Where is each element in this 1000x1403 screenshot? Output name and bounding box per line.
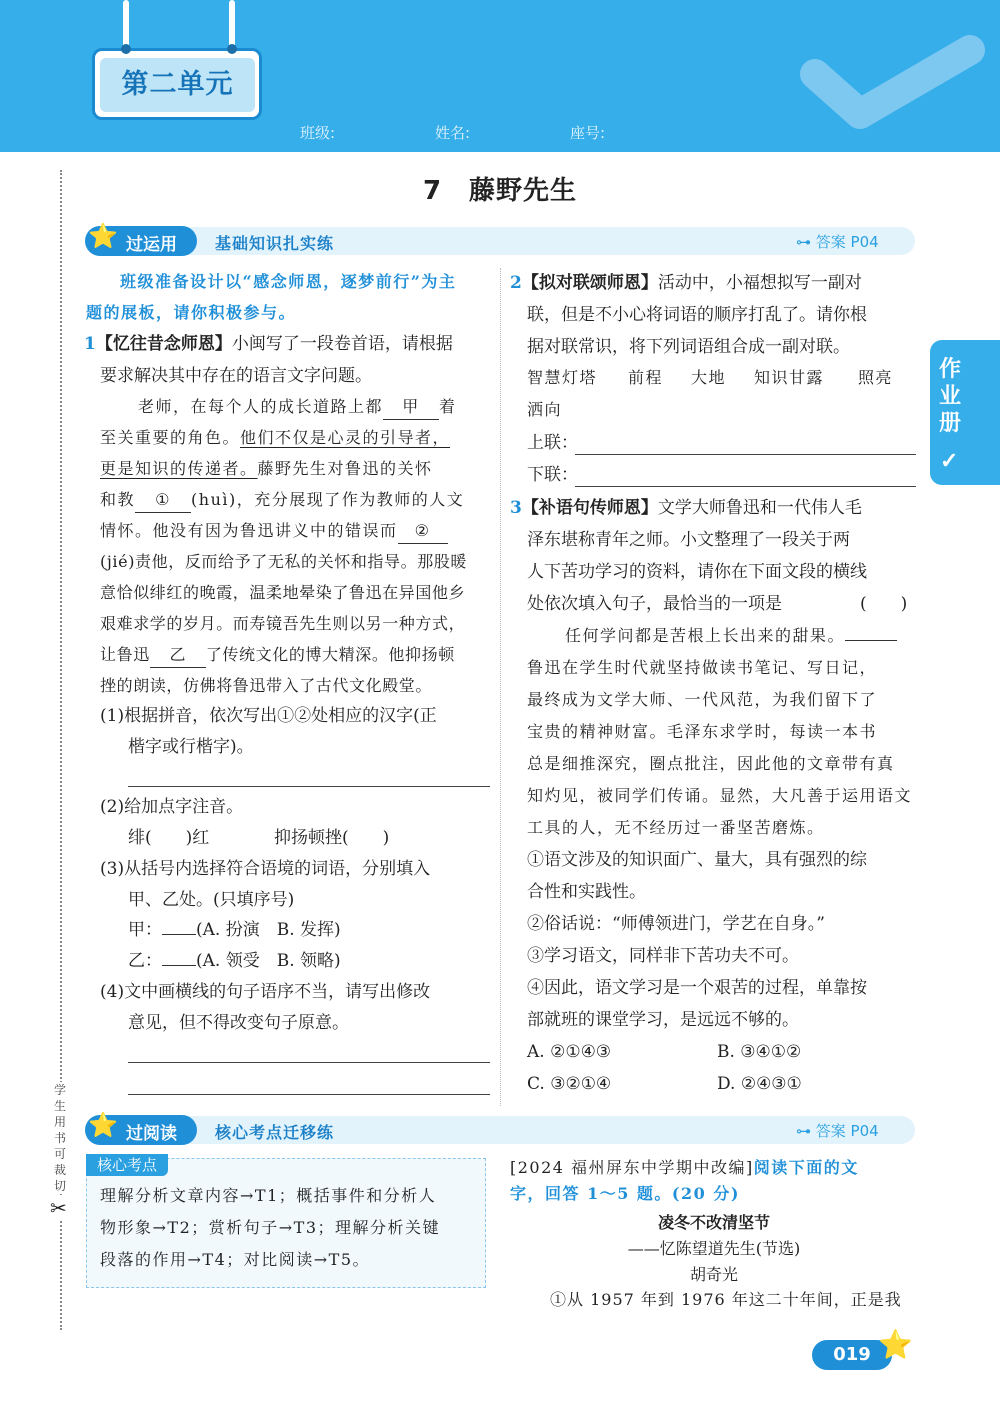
blank-jia: 甲 (383, 395, 439, 420)
question-2: 2【拟对联颂师恩】活动中，小福想拟写一副对 (510, 273, 862, 293)
page-number: 019 (833, 1344, 871, 1365)
seat-label: 座号: (570, 124, 606, 142)
check-icon: ✓ (940, 448, 959, 474)
option-text: ④因此，语文学习是一个艰苦的过程，单靠按 (527, 978, 867, 998)
lower-couplet-input[interactable] (575, 486, 916, 487)
choice-b[interactable]: B. ③④①② (717, 1042, 802, 1062)
section-title: 过阅读 (126, 1124, 177, 1144)
section-subtitle: 基础知识扎实练 (215, 234, 335, 253)
fill-yi: 乙： (A. 领受 B. 领略) (128, 951, 341, 971)
unit-title: 第二单元 (121, 69, 234, 100)
name-label: 姓名: (435, 124, 471, 142)
passage-line: 鲁迅在学生时代就坚持做读书笔记、写日记， (527, 658, 878, 677)
reading-instruction: 字，回答 1～5 题。(20 分) (510, 1184, 740, 1203)
passage-line: 更是知识的传递者。藤野先生对鲁迅的关怀 (100, 459, 433, 478)
passage-line: 意恰似绯红的晚霞，温柔地晕染了鲁迅在异国他乡 (100, 583, 466, 602)
choice-a[interactable]: A. ②①④③ (527, 1042, 612, 1062)
word-item: 照亮 (858, 368, 894, 387)
option-text: ①语文涉及的知识面广、量大，具有强烈的综 (527, 850, 867, 870)
answer-paren[interactable]: ( ) (860, 594, 908, 614)
word-item: 知识甘露 (754, 368, 825, 387)
passage-line: 宝贵的精神财富。毛泽东求学时，每读一本书 (527, 722, 878, 741)
blank-1: ① (135, 488, 191, 513)
intro-line: 班级准备设计以“感念师恩，逐梦前行”为主 (120, 272, 457, 291)
lower-couplet-label: 下联： (527, 465, 578, 485)
blank-2: ② (398, 519, 448, 544)
pinyin-item: 绯( )红 (128, 828, 210, 848)
word-item: 大地 (691, 368, 727, 387)
reading-source: [2024 福州屏东中学期中改编]阅读下面的文 (510, 1158, 859, 1177)
scissors-icon: ✂ (50, 1196, 67, 1220)
sub-question: (3)从括号内选择符合语境的词语，分别填入 (100, 859, 431, 879)
key-icon: ⊶ (796, 1122, 811, 1140)
section-subtitle: 核心考点迁移练 (215, 1123, 335, 1142)
passage-line: 工具的人，无不经历过一番坚苦磨炼。 (527, 818, 825, 837)
page-title: 7 藤野先生 (422, 176, 578, 206)
binder-ring (123, 0, 129, 48)
star-mascot-icon: ⭐ (88, 222, 118, 250)
question-3: 3【补语句传师恩】文学大师鲁迅和一代伟人毛 (510, 498, 862, 518)
passage-line: 老师，在每个人的成长道路上都 甲 着 (138, 391, 457, 422)
passage-line: 至关重要的角色。他们不仅是心灵的引导者， (100, 428, 451, 447)
word-item: 智慧灯塔 (527, 368, 598, 387)
passage-line: 总是细推深究，圈点批注，因此他的文章带有真 (527, 754, 895, 773)
passage-line: 和教 ① (huì)，充分展现了作为教师的人文 (100, 484, 464, 515)
section-bar (85, 227, 915, 255)
pinyin-item: 抑扬顿挫( ) (274, 828, 390, 848)
reading-title: 凌冬不改清坚节 (657, 1213, 770, 1232)
choice-d[interactable]: D. ②④③① (717, 1074, 802, 1094)
passage-line: (jié)责他，反而给予了无私的关怀和指导。那股暖 (100, 552, 468, 571)
question-1: 1【忆往昔念师恩】小闽写了一段卷首语，请根据 (84, 334, 453, 354)
blank-yi: 乙 (150, 643, 206, 668)
intro-line: 题的展板，请你积极参与。 (86, 303, 297, 322)
reading-first-line: ①从 1957 年到 1976 年这二十年间，正是我 (550, 1290, 902, 1309)
option-text: 合性和实践性。 (527, 882, 646, 902)
passage-line: 挫的朗读，仿佛将鲁迅带入了古代文化殿堂。 (100, 676, 433, 695)
passage-line: 情怀。他没有因为鲁迅讲义中的错误而 ② (100, 515, 448, 546)
keypoints-label: 核心考点 (86, 1154, 168, 1176)
choice-c[interactable]: C. ③②①④ (527, 1074, 612, 1094)
passage-line: 艰难求学的岁月。而寿镜吾先生则以另一种方式， (100, 614, 466, 633)
option-text: 部就班的课堂学习，是远远不够的。 (527, 1010, 799, 1030)
keypoints-line: 段落的作用→T4；对比阅读→T5。 (100, 1250, 371, 1269)
fill-jia: 甲： (A. 扮演 B. 发挥) (128, 920, 341, 940)
option-text: ③学习语文，同样非下苦功夫不可。 (527, 946, 799, 966)
word-item: 前程 (628, 368, 664, 387)
passage-line: 最终成为文学大师、一代风范，为我们留下了 (527, 690, 878, 709)
answer-ref: ⊶ 答案 P04 (796, 1122, 879, 1140)
answer-line[interactable] (128, 1062, 490, 1063)
sub-question: (2)给加点字注音。 (100, 797, 244, 817)
passage-line: 让鲁迅 乙 了传统文化的博大精深。他抑扬顿 (100, 639, 455, 670)
cut-note: 学生用书可裁切 (49, 1082, 71, 1194)
reading-author: 胡奇光 (689, 1265, 738, 1284)
option-text: ②俗话说：“师傅领进门，学艺在自身。” (527, 914, 825, 934)
section-title: 过运用 (126, 235, 177, 255)
answer-line[interactable] (128, 1094, 490, 1095)
key-icon: ⊶ (796, 233, 811, 251)
section-bar (85, 1116, 915, 1144)
side-tab-label: 作业册 (938, 357, 961, 436)
reading-subtitle: ——忆陈望道先生(节选) (627, 1239, 801, 1258)
sub-question: (1)根据拼音，依次写出①②处相应的汉字(正 (100, 706, 437, 726)
class-label: 班级: (300, 124, 336, 142)
sub-question: (4)文中画横线的句子语序不当，请写出修改 (100, 982, 431, 1002)
answer-ref: ⊶ 答案 P04 (796, 233, 879, 251)
answer-line[interactable] (128, 786, 490, 787)
passage-line: 任何学问都是苦根上长出来的甜果。 (565, 620, 897, 651)
passage-line: 知灼见，被同学们传诵。显然，大凡善于运用语文 (527, 786, 913, 805)
upper-couplet-label: 上联： (527, 433, 578, 453)
upper-couplet-input[interactable] (575, 454, 916, 455)
word-item: 洒向 (527, 400, 563, 419)
check-mark-icon (800, 22, 990, 142)
star-mascot-icon: ⭐ (88, 1111, 118, 1139)
keypoints-line: 理解分析文章内容→T1；概括事件和分析人 (100, 1186, 437, 1205)
binder-ring (229, 0, 235, 48)
keypoints-line: 物形象→T2；赏析句子→T3；理解分析关键 (100, 1218, 441, 1237)
star-mascot-icon: ⭐ (878, 1328, 913, 1361)
